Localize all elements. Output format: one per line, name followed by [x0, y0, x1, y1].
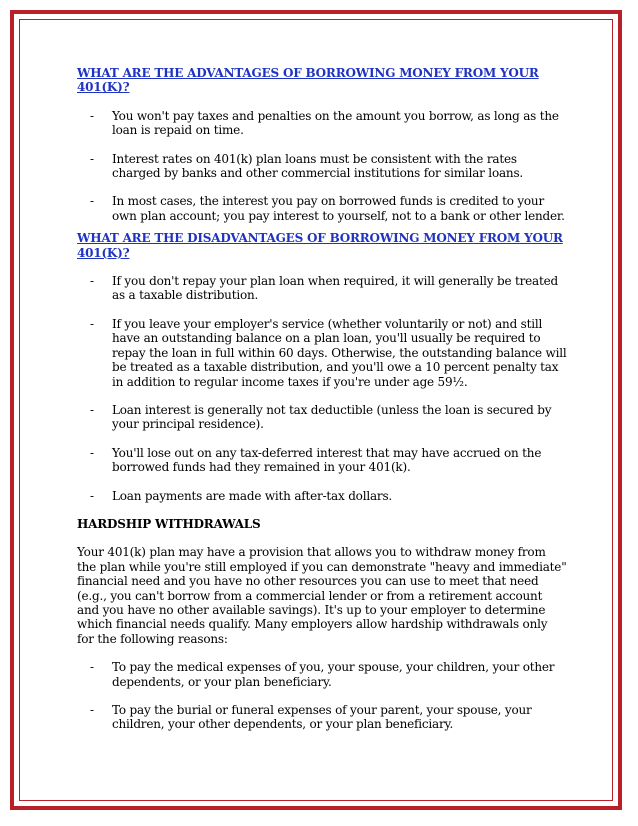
list-item: - You won't pay taxes and penalties on the amount you borrow, as long as the loan is repaid on time.	[90, 108, 559, 138]
list-item: - You'll lose out on any tax-deferred interest that may have accrued on the borrowed funds had they remained in your 401(k).	[90, 445, 542, 475]
advantages-list	[77, 109, 567, 223]
dash-bullet: -	[90, 274, 94, 289]
disadvantages-list	[77, 274, 567, 503]
dash-bullet: -	[90, 488, 94, 503]
dash-bullet: -	[90, 151, 94, 166]
dash-bullet: -	[90, 703, 94, 717]
list-item: - Loan payments are made with after-tax dollars.	[90, 488, 393, 503]
hardship-heading: HARDSHIP WITHDRAWALS	[77, 516, 261, 531]
hardship-paragraph: Your 401(k) plan may have a provision that allows you to withdraw money from the plan while you're still employed if you can demonstrate "heavy and immediate" financial need and you have no other resources you can use to meet that need (e.g., you can't borrow from a commercial lender or from a retirement account and you have no other available savings). It's up to your employer to determine which financial needs qualify. Many employers allow hardship withdrawals only for the following reasons:	[77, 545, 567, 646]
list-item: - To pay the burial or funeral expenses of your parent, your spouse, your children, your other dependents, or your plan beneficiary.	[90, 703, 532, 732]
hardship-list	[77, 660, 567, 732]
disadvantages-heading[interactable]: WHAT ARE THE DISADVANTAGES OF BORROWING MONEY FROM YOUR 401(K)?	[77, 231, 563, 260]
document-body	[77, 66, 567, 746]
dash-bullet: -	[90, 402, 94, 417]
list-item: - In most cases, the interest you pay on borrowed funds is credited to your own plan account; you pay interest to yourself, not to a bank or other lender.	[90, 194, 565, 223]
dash-bullet: -	[90, 660, 94, 675]
list-item: - To pay the medical expenses of you, your spouse, your children, your other dependents, or your plan beneficiary.	[90, 660, 555, 689]
list-item: - If you don't repay your plan loan when required, it will generally be treated as a taxable distribution.	[90, 274, 558, 303]
dash-bullet: -	[90, 194, 94, 209]
advantages-heading[interactable]: WHAT ARE THE ADVANTAGES OF BORROWING MONEY FROM YOUR 401(K)?	[77, 66, 539, 95]
list-item: - Interest rates on 401(k) plan loans must be consistent with the rates charged by banks and other commercial institutions for similar loans.	[90, 151, 524, 181]
dash-bullet: -	[90, 445, 94, 460]
dash-bullet: -	[90, 108, 94, 123]
list-item: - If you leave your employer's service (whether voluntarily or not) and still have an outstanding balance on a plan loan, you'll usually be required to repay the loan in full within 60 days. Otherwise, the outstanding balance will be treated as a taxable distribution, and you'll owe a 10 percent penalty tax in addition to regular income taxes if you're under age 59½.	[90, 316, 567, 389]
dash-bullet: -	[90, 316, 94, 331]
list-item: - Loan interest is generally not tax deductible (unless the loan is secured by your principal residence).	[90, 402, 552, 432]
